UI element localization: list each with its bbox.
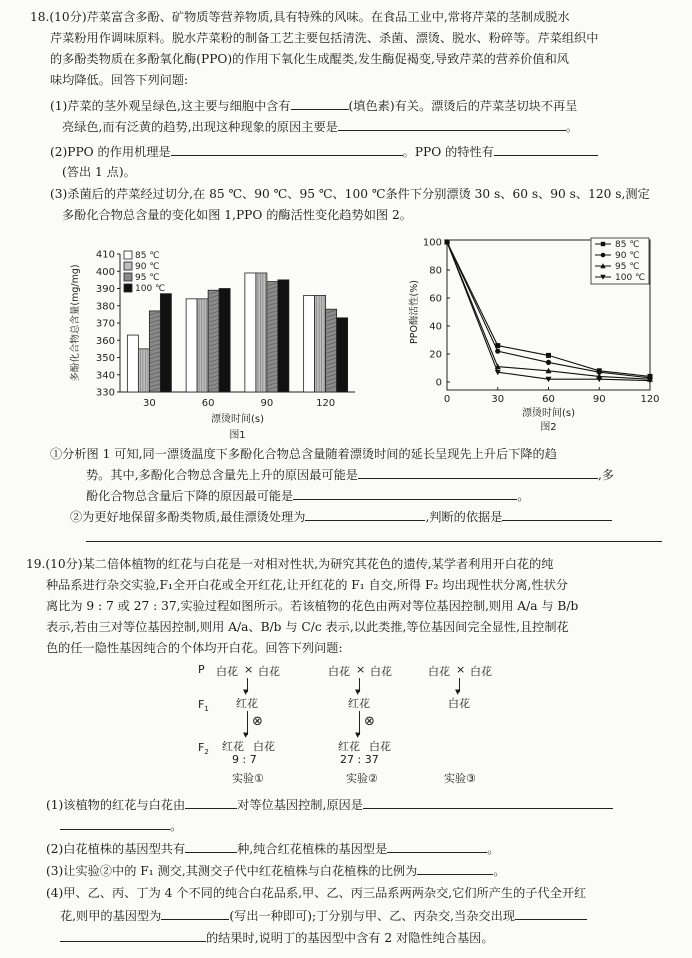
exp3-parent-white-1: 白花 — [428, 665, 450, 678]
y-tick-label: 410 — [95, 249, 115, 261]
legend-label: 90 ℃ — [135, 262, 160, 272]
exp2-ratio: 27 : 37 — [340, 753, 379, 766]
answer-blank[interactable] — [185, 840, 237, 853]
legend-label: 100 ℃ — [135, 284, 166, 294]
exp2-parent-white-2: 白花 — [370, 665, 392, 678]
q19-p4-text-d: 的结果时,说明丁的基因型中含有 2 对隐性纯合基因。 — [206, 931, 494, 945]
answer-blank[interactable] — [185, 796, 237, 809]
q19-line5: 色的任一隐性基因纯合的个体均开白花。回答下列问题: — [46, 641, 343, 655]
q18-p1-text-a: (1)芹菜的茎外观呈绿色,这主要与细胞中含有 — [50, 99, 291, 113]
self-cross-icon: ⊗ — [364, 714, 375, 729]
y-tick-label: 360 — [95, 335, 115, 347]
q19-part1-line1 — [46, 796, 613, 814]
q18-sub1-line1: ①分析图 1 可知,同一漂烫温度下多酚化合物总含量随着漂烫时间的延长呈现先上升后下降的趋 — [50, 447, 557, 461]
bar — [304, 295, 315, 392]
cross-symbol: × — [356, 663, 366, 676]
y-axis-label: PPO酶活性(%) — [409, 280, 420, 344]
x-tick-label: 30 — [143, 398, 156, 409]
bar — [127, 335, 138, 392]
data-point — [495, 349, 500, 354]
q19-p2-text-c: 。 — [487, 842, 500, 856]
legend-marker — [601, 253, 606, 258]
x-tick-label: 60 — [542, 394, 555, 405]
generation-f1-label: $F_1$ — [198, 698, 209, 714]
q18-line2: 芹菜粉用作调味原料。脱水芹菜粉的制备工艺主要包括清洗、杀菌、漂烫、脱水、粉碎等。芹菜组织中 — [50, 31, 599, 45]
answer-blank[interactable] — [171, 143, 403, 156]
q18-p1-text-c: 亮绿色,而有泛黄的趋势,出现这种现象的原因主要是 — [62, 120, 338, 134]
y-tick-label: 340 — [95, 370, 115, 382]
legend-label: 95 ℃ — [135, 273, 160, 283]
q19-p1-text-b: 对等位基因控制,原因是 — [237, 798, 363, 812]
q18-sub1-line3 — [86, 487, 529, 505]
q19-part3-line — [46, 862, 505, 880]
x-axis-label: 漂烫时间(s) — [521, 408, 576, 419]
answer-blank[interactable] — [363, 796, 613, 809]
answer-blank[interactable] — [502, 508, 612, 521]
answer-blank[interactable] — [305, 508, 425, 521]
q19-p2-text-b: 种,纯合红花植株的基因型是 — [237, 842, 388, 856]
answer-blank[interactable] — [417, 862, 493, 875]
x-tick-label: 90 — [260, 398, 274, 409]
exp1-f1-red: 红花 — [236, 697, 258, 710]
q18-p2-text-a: (2)PPO 的作用机理是 — [50, 145, 171, 159]
q19-p3-text-b: 。 — [493, 864, 506, 878]
q18-sub2-line1 — [70, 508, 612, 526]
self-cross-icon: ⊗ — [252, 714, 263, 729]
answer-blank[interactable] — [338, 118, 566, 131]
legend-label: 95 ℃ — [615, 262, 640, 272]
bar — [219, 289, 230, 393]
bar — [186, 299, 197, 392]
answer-blank[interactable] — [60, 817, 170, 830]
legend-swatch — [124, 251, 132, 259]
q19-part4-line1: (4)甲、乙、丙、丁为 4 个不同的纯合白花品系,甲、乙、丙三品系两两杂交,它们所产生的子代全开红 — [46, 886, 587, 900]
q18-sub1-line2 — [86, 466, 614, 484]
q19-line1: 19.(10分)某二倍体植物的红花与白花是一对相对性状,为研究其花色的遗传,某学者利用开白花的纯 — [26, 557, 554, 571]
q18-p1-text-d: 。 — [565, 120, 579, 134]
legend-swatch — [124, 273, 132, 281]
q19-p4-text-b: 花,则甲的基因型为 — [60, 909, 162, 923]
answer-blank[interactable] — [161, 907, 229, 920]
y-tick-label: 60 — [429, 293, 442, 305]
x-tick-label: 0 — [443, 394, 451, 405]
exp1-f2-red: 红花 — [222, 740, 244, 753]
generation-f2-label: $F_2$ — [198, 741, 209, 757]
x-tick-label: 60 — [201, 398, 215, 409]
answer-blank[interactable] — [291, 97, 349, 110]
answer-blank[interactable] — [86, 541, 662, 542]
q18-part1-line2 — [62, 118, 578, 136]
exp1-parent-white-2: 白花 — [258, 665, 280, 678]
q18-part3-line2: 多酚化合物总含量的变化如图 1,PPO 的酶活性变化趋势如图 2。 — [62, 208, 412, 222]
q18-s1-text-c: ,多 — [598, 468, 615, 482]
x-tick-label: 120 — [640, 394, 660, 405]
exp1-ratio: 9 : 7 — [232, 753, 257, 766]
legend-label: 90 ℃ — [615, 251, 640, 261]
y-tick-label: 20 — [429, 349, 442, 361]
exp3-label: 实验③ — [444, 772, 476, 785]
q18-line3: 的多酚类物质在多酚氧化酶(PPO)的作用下氧化生成醌类,发生酶促褐变,导致芹菜的营养价值和风 — [50, 52, 569, 66]
answer-blank[interactable] — [358, 466, 598, 479]
q19-part2-line — [46, 840, 499, 858]
generation-p-label: P — [198, 663, 205, 676]
q19-p1-text-c: 。 — [170, 819, 183, 833]
chart-title: 图1 — [229, 430, 246, 440]
chart-title: 图2 — [540, 422, 557, 433]
y-axis-label: 多酚化合物总含量(mg/mg) — [70, 264, 81, 382]
y-tick-label: 390 — [95, 284, 115, 295]
arrow-head-icon: ▼ — [355, 688, 361, 696]
legend-label: 85 ℃ — [135, 251, 160, 261]
q19-line2: 种品系进行杂交实验,F₁全开白花或全开红花,让开红花的 F₁ 自交,所得 F₂ 均出现性状分离,性状分 — [46, 578, 568, 592]
answer-blank[interactable] — [60, 929, 206, 942]
cross-symbol: × — [456, 663, 466, 676]
figure2-line-chart — [405, 230, 670, 440]
q19-p4-text-c: (写出一种即可);丁分别与甲、乙、丙杂交,当杂交出现 — [229, 909, 515, 923]
q18-part3-line1: (3)杀菌后的芹菜经过切分,在 85 ℃、90 ℃、95 ℃、100 ℃条件下分别漂烫 30 s、60 s、90 s、120 s,测定 — [50, 187, 650, 201]
q19-part4-line2 — [60, 907, 587, 925]
arrow-head-icon: ▼ — [355, 731, 361, 739]
exp1-parent-white-1: 白花 — [216, 665, 238, 678]
y-tick-label: 100 — [422, 237, 442, 249]
q18-part2-line1 — [50, 143, 598, 161]
arrow-head-icon: ▼ — [243, 731, 249, 739]
x-tick-label: 90 — [592, 394, 606, 405]
bar — [245, 273, 256, 392]
y-tick-label: 80 — [429, 265, 442, 277]
bar — [149, 311, 160, 392]
q19-line4: 表示,若由三对等位基因控制,则用 A/a、B/b 与 C/c 表示,以此类推,等位基因间完全显性,且控制花 — [46, 620, 569, 634]
q18-line1: 18.(10分)芹菜富含多酚、矿物质等营养物质,具有特殊的风味。在食品工业中,常将芹菜的茎制成脱水 — [30, 10, 570, 24]
exp1-label: 实验① — [232, 772, 264, 785]
q18-part1-line1 — [50, 97, 577, 115]
q19-p2-text-a: (2)白花植株的基因型共有 — [46, 842, 186, 856]
q19-p1-text-a: (1)该植物的红花与白花由 — [46, 798, 186, 812]
q18-s2-text-b: ,判断的依据是 — [425, 510, 503, 524]
answer-blank[interactable] — [494, 143, 598, 156]
bar — [267, 282, 278, 392]
exp3-f1-white: 白花 — [448, 697, 470, 710]
exp2-label: 实验② — [346, 772, 378, 785]
exp3-parent-white-2: 白花 — [470, 665, 492, 678]
y-tick-label: 0 — [435, 377, 442, 389]
x-tick-label: 120 — [316, 398, 336, 409]
exp2-f2-white: 白花 — [369, 740, 391, 753]
arrow-head-icon: ▼ — [243, 688, 249, 696]
q19-part1-line2 — [60, 817, 182, 835]
legend-swatch — [124, 262, 132, 270]
arrow-head-icon: ▼ — [455, 688, 461, 696]
legend-label: 85 ℃ — [615, 240, 640, 250]
answer-blank[interactable] — [387, 840, 487, 853]
y-tick-label: 330 — [95, 387, 115, 399]
cross-symbol: × — [244, 663, 254, 676]
q18-line4: 味均降低。回答下列问题: — [50, 73, 189, 87]
legend-swatch — [124, 284, 132, 292]
exp2-f1-red: 红花 — [348, 697, 370, 710]
y-tick-label: 380 — [95, 301, 115, 313]
figure1-bar-chart — [60, 240, 360, 440]
y-tick-label: 40 — [429, 321, 442, 333]
exp2-parent-white-1: 白花 — [328, 665, 350, 678]
q19-p3-text-a: (3)让实验②中的 F₁ 测交,其测交子代中红花植株与白花植株的比例为 — [46, 864, 418, 878]
q18-s2-text-a: ②为更好地保留多酚类物质,最佳漂烫处理为 — [70, 510, 306, 524]
q18-s1-text-e: 。 — [517, 489, 530, 503]
q19-part4-line3 — [60, 929, 494, 947]
answer-blank[interactable] — [515, 907, 587, 920]
legend-label: 100 ℃ — [615, 273, 646, 283]
q18-p2-text-b: 。PPO 的特性有 — [402, 145, 494, 159]
y-tick-label: 350 — [95, 353, 115, 364]
data-point — [546, 360, 551, 365]
y-tick-label: 370 — [95, 318, 115, 330]
bar — [160, 294, 171, 392]
x-tick-label: 30 — [491, 394, 505, 405]
exp1-f2-white: 白花 — [253, 740, 275, 753]
y-tick-label: 400 — [95, 266, 115, 278]
exp2-f2-red: 红花 — [338, 740, 360, 753]
answer-blank[interactable] — [293, 487, 517, 500]
q19-line3: 离比为 9 : 7 或 27 : 37,实验过程如图所示。若该植物的花色由两对等位基因控制,则用 A/a 与 B/b — [46, 599, 579, 613]
q18-p2-text-c: (答出 1 点)。 — [62, 165, 136, 179]
bar — [278, 280, 289, 392]
q18-p1-text-b: (填色素)有关。漂烫后的芹菜茎切块不再呈 — [348, 99, 578, 113]
bar — [337, 318, 348, 392]
q18-s1-text-d: 酚化合物总含量后下降的原因最可能是 — [86, 489, 294, 503]
x-axis-label: 漂烫时间(s) — [210, 414, 265, 425]
legend-marker — [601, 242, 605, 246]
q18-s1-text-b: 势。其中,多酚化合物总含量先上升的原因最可能是 — [86, 468, 358, 482]
data-point — [546, 353, 551, 358]
